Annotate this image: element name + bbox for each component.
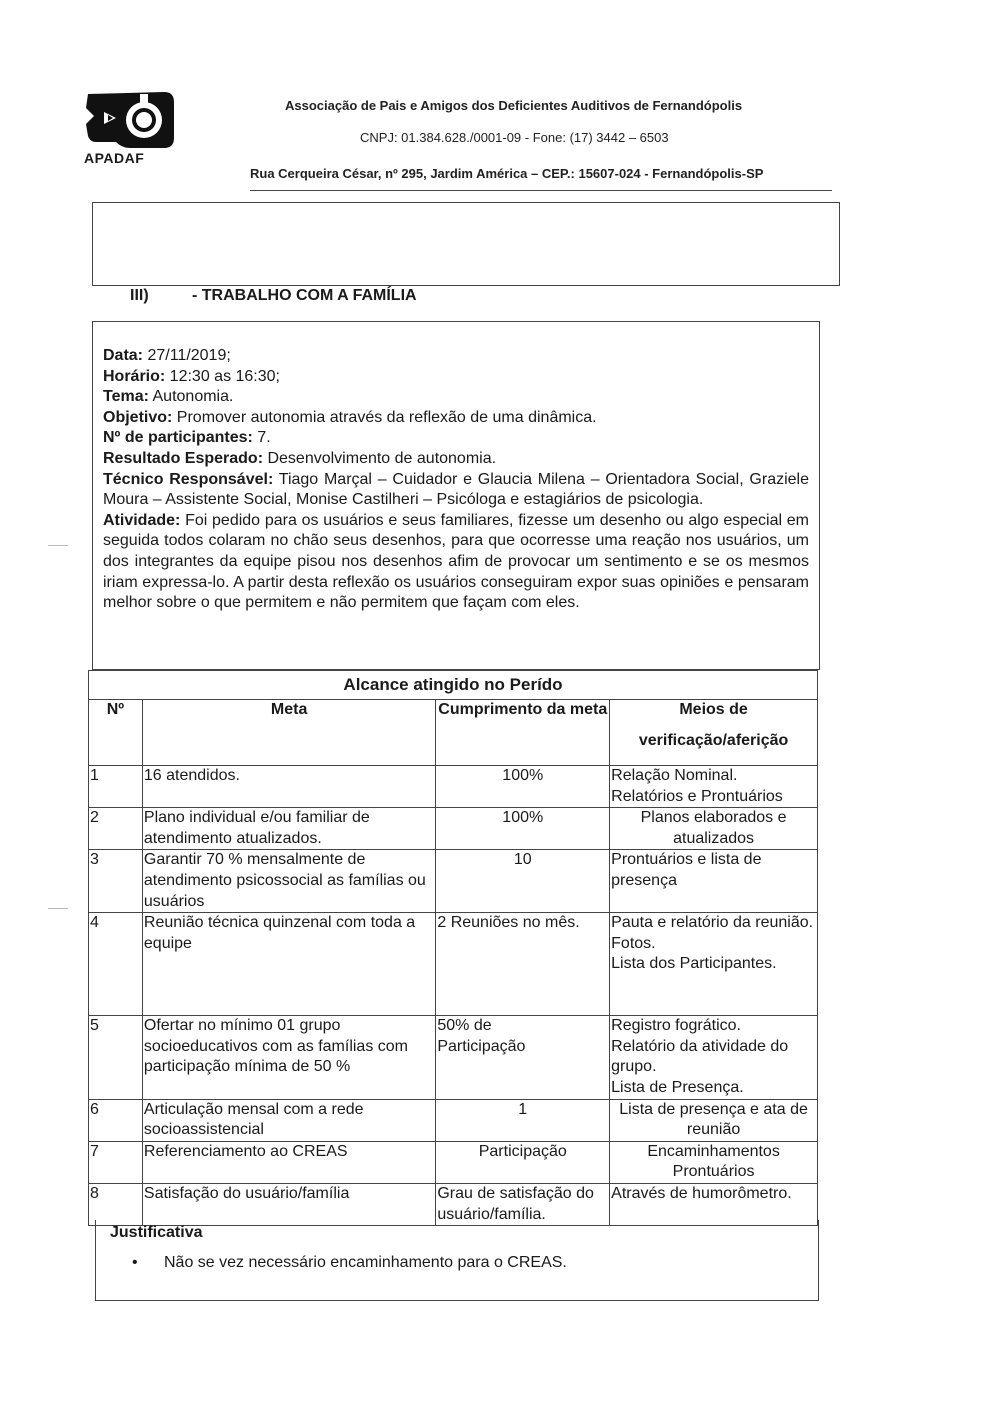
row-meta: Referenciamento ao CREAS — [142, 1141, 435, 1183]
header-divider — [250, 190, 832, 191]
row-number: 2 — [89, 808, 143, 850]
goals-table — [88, 670, 818, 1226]
table-row — [89, 766, 818, 808]
row-meios: Relação Nominal. Relatórios e Prontuários — [610, 766, 818, 808]
section-number: III) — [130, 287, 149, 304]
row-cumprimento: Grau de satisfação do usuário/família. — [436, 1183, 610, 1225]
row-meta: Plano individual e/ou familiar de atendimento atualizados. — [142, 808, 435, 850]
row-number: 8 — [89, 1183, 143, 1225]
row-meios: Encaminhamentos Prontuários — [610, 1141, 818, 1183]
row-meta: Reunião técnica quinzenal com toda a equipe — [142, 913, 435, 1016]
tema-line — [103, 387, 809, 408]
table-row — [89, 1016, 818, 1099]
row-number: 1 — [89, 766, 143, 808]
resultado-line — [103, 449, 809, 470]
row-number: 6 — [89, 1099, 143, 1141]
row-number: 5 — [89, 1016, 143, 1099]
tema-value: Autonomia. — [148, 388, 234, 406]
horario-label: Horário: — [103, 367, 166, 385]
data-line — [103, 346, 809, 367]
activity-info — [103, 346, 809, 614]
row-cumprimento: 10 — [436, 850, 610, 913]
row-cumprimento: 100% — [436, 766, 610, 808]
bullet-icon: • — [132, 1254, 138, 1271]
header-meios-line2: verificação/aferição — [638, 731, 789, 749]
objetivo-value: Promover autonomia através da reflexão de uma dinâmica. — [172, 408, 597, 426]
empty-box — [92, 202, 840, 286]
row-meios: Planos elaborados e atualizados — [610, 808, 818, 850]
table-row — [89, 913, 818, 1016]
justificativa-item — [132, 1254, 567, 1272]
row-cumprimento: 100% — [436, 808, 610, 850]
justificativa-box — [95, 1220, 819, 1301]
row-meios: Através de humorômetro. — [610, 1183, 818, 1225]
margin-mark — [48, 545, 68, 546]
table-row — [89, 1141, 818, 1183]
table-row — [89, 1099, 818, 1141]
header-meios — [610, 700, 818, 766]
objetivo-line — [103, 408, 809, 429]
activity-info-box — [92, 321, 820, 670]
logo-text: APADAF — [84, 150, 145, 166]
row-meios: Lista de presença e ata de reunião — [610, 1099, 818, 1141]
atividade-label: Atividade: — [103, 511, 181, 529]
section-title — [130, 287, 417, 305]
row-meios: Registro fogrático. Relatório da atividade do grupo. Lista de Presença. — [610, 1016, 818, 1099]
justificativa-text: Não se vez necessário encaminhamento para o CREAS. — [164, 1254, 567, 1271]
participantes-label: Nº de participantes: — [103, 429, 253, 447]
table-row — [89, 850, 818, 913]
apadaf-logo — [82, 88, 177, 168]
data-value: 27/11/2019; — [143, 347, 231, 364]
row-meta: 16 atendidos. — [142, 766, 435, 808]
resultado-label: Resultado Esperado: — [103, 449, 264, 467]
horario-line — [103, 367, 809, 388]
row-meios: Pauta e relatório da reunião. Fotos. Lista dos Participantes. — [610, 913, 818, 1016]
atividade-value: Foi pedido para os usuários e seus familiares, fizesse um desenho ou algo especial em seguida todos colaram no chão seus desenhos, para que ocorresse uma reação nos usuários, um dos integrantes da equipe pisou nos desenhos afim de provocar um sentimento e se os mesmos iriam expressa-lo. A partir desta reflexão os usuários conseguiram expor suas opiniões e pensaram melhor sobre o que permitem e não permitem que façam com eles. — [103, 511, 809, 612]
data-label: Data: — [103, 347, 144, 364]
atividade-line — [103, 511, 809, 614]
justificativa-title: Justificativa — [110, 1224, 203, 1241]
row-meta: Ofertar no mínimo 01 grupo socioeducativos com as famílias com participação mínima de 50 % — [142, 1016, 435, 1099]
tecnico-label: Técnico Responsável: — [103, 470, 274, 488]
row-cumprimento: 2 Reuniões no mês. — [436, 913, 610, 1016]
tecnico-value: Tiago Marçal – Cuidador e Glaucia Milena – Orientadora Social, Graziele Moura – Assistente Social, Monise Castilheri – Psicóloga e estagiários de psicologia. — [103, 470, 809, 509]
header-meta: Meta — [142, 700, 435, 766]
participantes-line — [103, 428, 809, 449]
horario-value: 12:30 as 16:30; — [165, 367, 280, 385]
objetivo-label: Objetivo: — [103, 408, 173, 426]
address: Rua Cerqueira César, nº 295, Jardim América – CEP.: 15607-024 - Fernandópolis-SP — [250, 166, 764, 181]
row-meios: Prontuários e lista de presença — [610, 850, 818, 913]
table-row — [89, 808, 818, 850]
row-cumprimento: 50% de Participação — [436, 1016, 610, 1099]
header-meios-line1: Meios de — [679, 701, 748, 718]
tema-label: Tema: — [103, 388, 149, 406]
row-number: 4 — [89, 913, 143, 1016]
row-meta: Articulação mensal com a rede socioassistencial — [142, 1099, 435, 1141]
resultado-value: Desenvolvimento de autonomia. — [263, 449, 497, 467]
table-title: Alcance atingido no Perído — [89, 671, 818, 700]
row-number: 3 — [89, 850, 143, 913]
header-cumprimento: Cumprimento da meta — [436, 700, 610, 766]
row-number: 7 — [89, 1141, 143, 1183]
cnpj-phone: CNPJ: 01.384.628./0001-09 - Fone: (17) 3442 – 6503 — [360, 130, 669, 145]
row-cumprimento: Participação — [436, 1141, 610, 1183]
row-meta: Satisfação do usuário/família — [142, 1183, 435, 1225]
row-cumprimento: 1 — [436, 1099, 610, 1141]
participantes-value: 7. — [252, 429, 271, 447]
org-name: Associação de Pais e Amigos dos Deficientes Auditivos de Fernandópolis — [285, 98, 743, 113]
margin-mark — [48, 908, 68, 909]
section-heading: - TRABALHO COM A FAMÍLIA — [192, 287, 417, 304]
header-n: Nº — [89, 700, 143, 766]
row-meta: Garantir 70 % mensalmente de atendimento psicossocial as famílias ou usuários — [142, 850, 435, 913]
tecnico-line — [103, 470, 809, 511]
